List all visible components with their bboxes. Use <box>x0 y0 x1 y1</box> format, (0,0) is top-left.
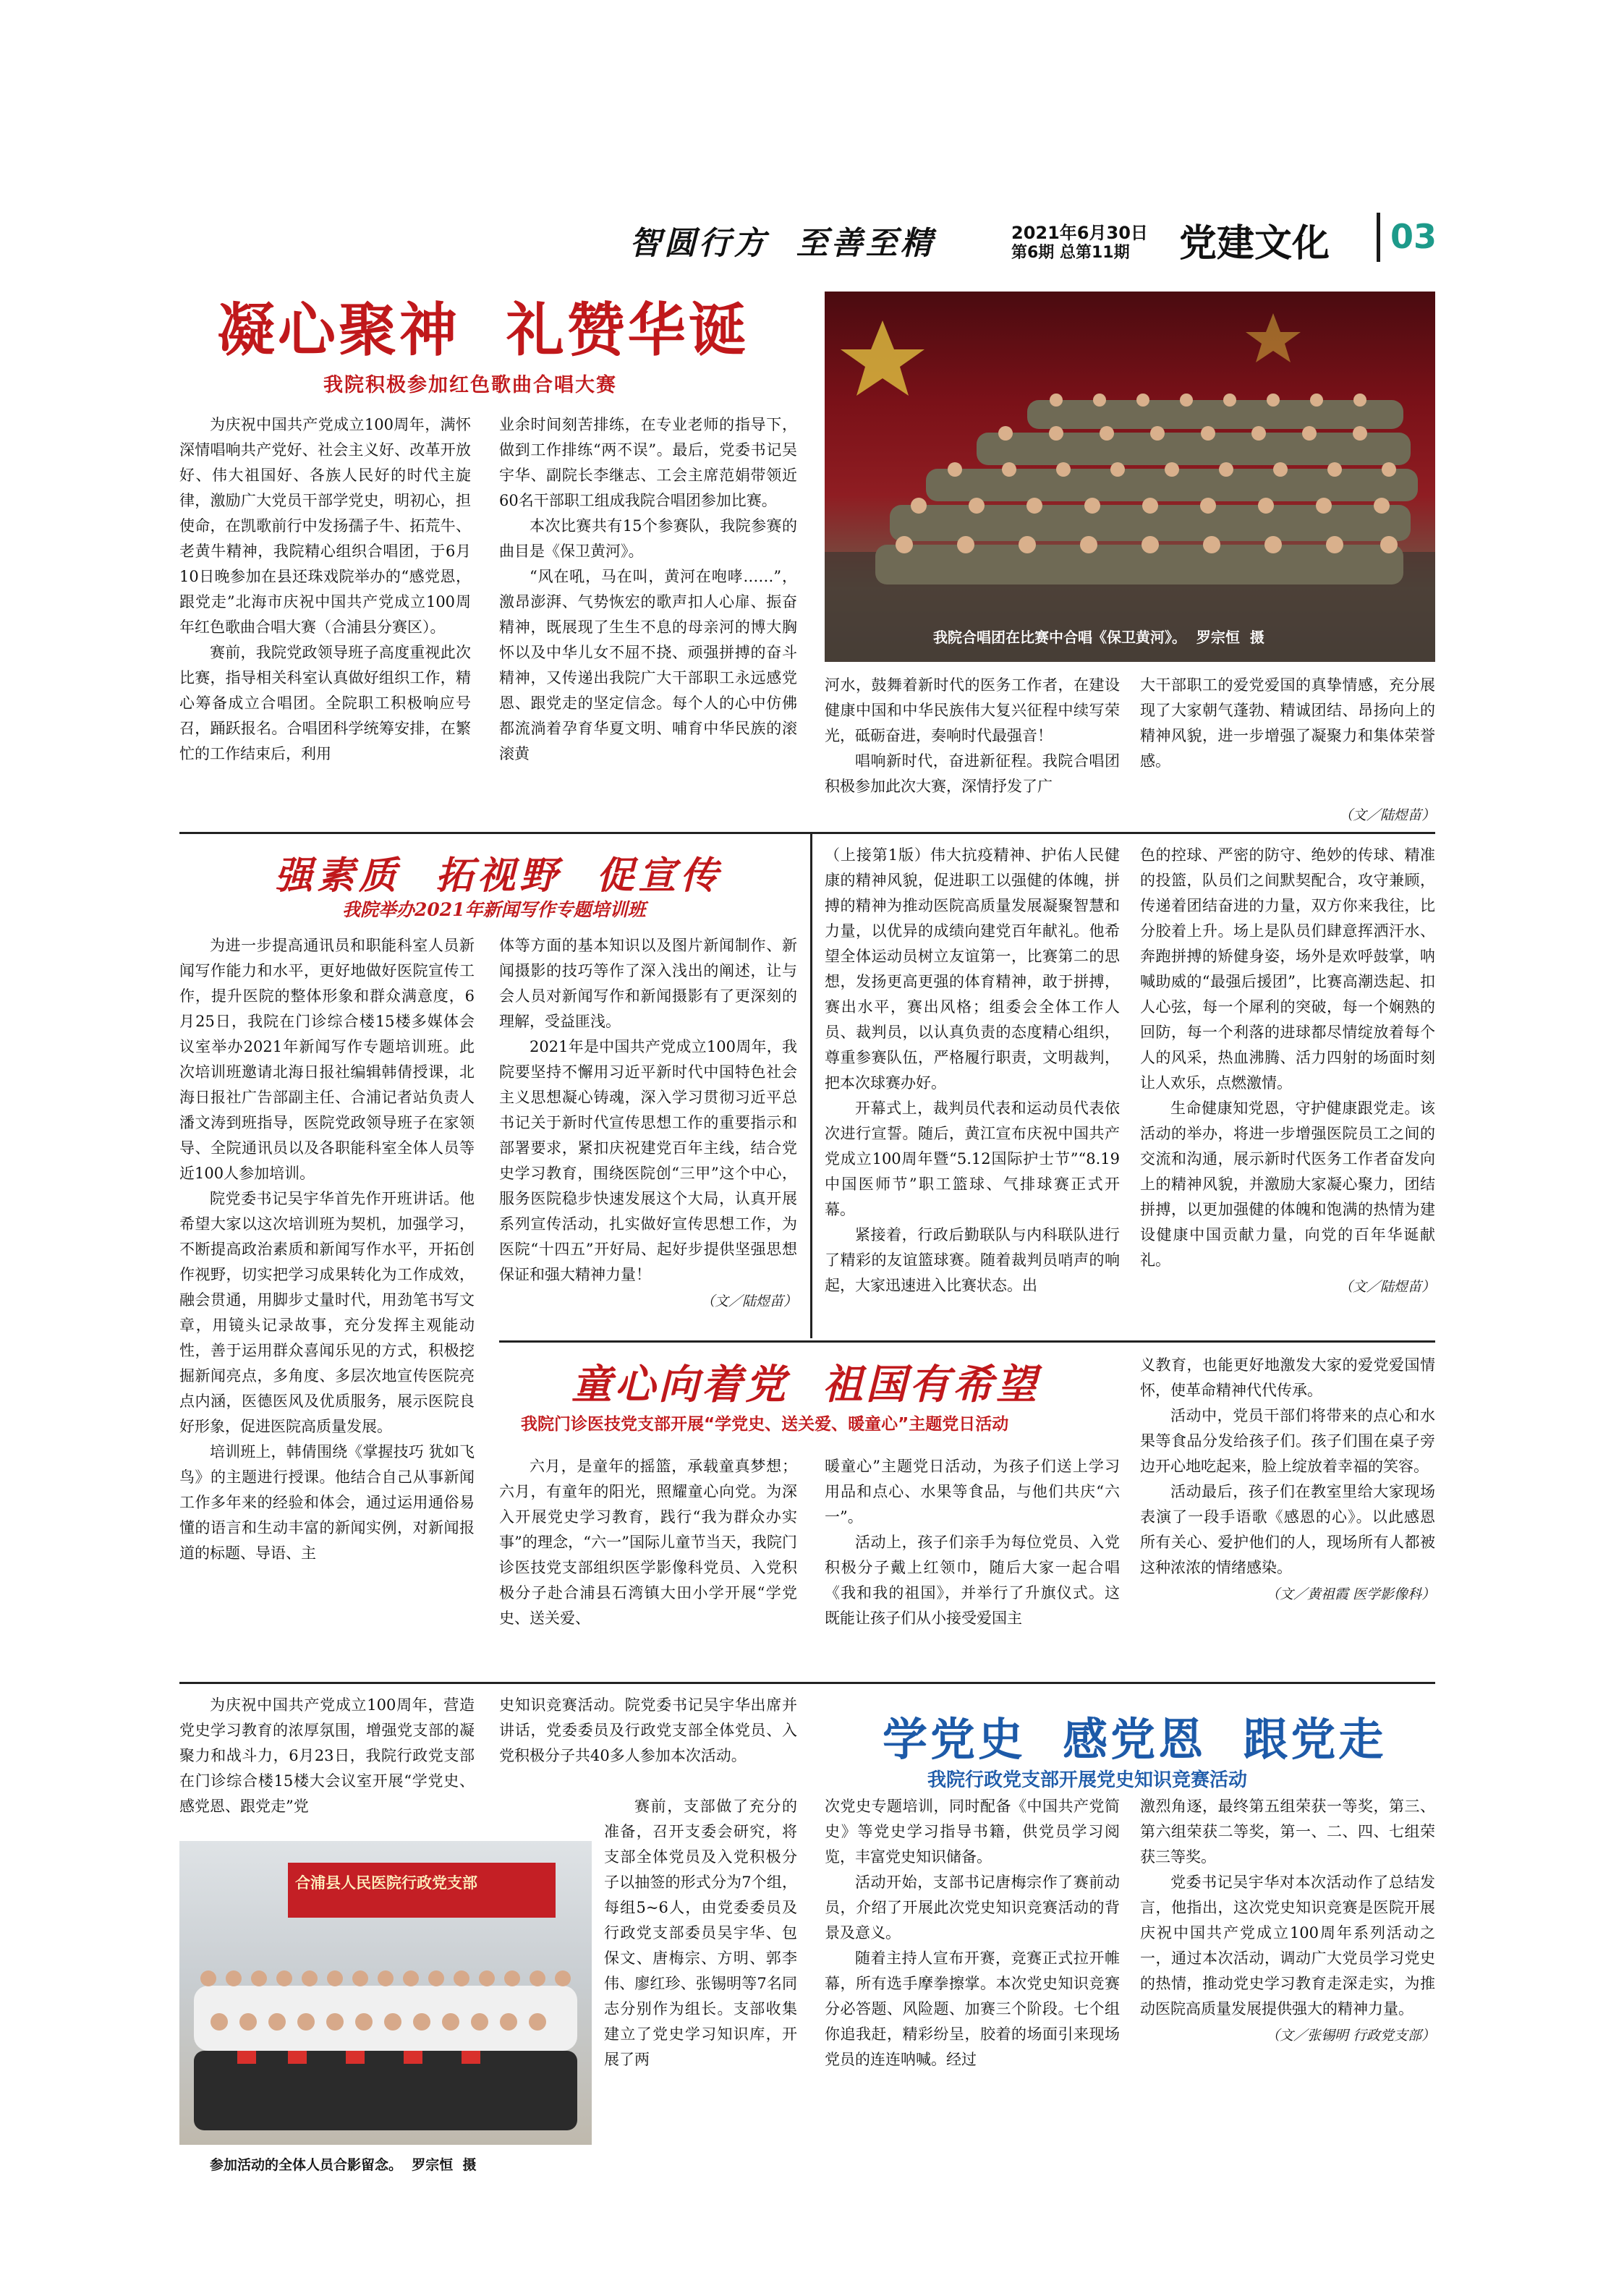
paragraph: 2021年是中国共产党成立100周年，我院要坚持不懈用习近平新时代中国特色社会主义思想凝心铸魂，深入学习贯彻习近平总书记关于新时代宣传思想工作的重要指示和部署要求，紧扣庆祝建党百年主线，结合党史学习教育，围绕医院创“三甲”这个中心，服务医院稳步快速发展这个大局，认真开展系列宣传活动，扎实做好宣传思想工作，为医院“十四五”开好局、起好步提供坚强思想保证和强大精神力量！ <box>499 1038 797 1283</box>
choir-illustration <box>825 292 1435 662</box>
group-photo-caption: 参加活动的全体人员合影留念。 罗宗恒 摄 <box>210 2157 477 2173</box>
article5-subtitle: 我院行政党支部开展党史知识竞赛活动 <box>927 1769 1248 1791</box>
divider-rule <box>179 1682 1435 1684</box>
article5-column-2b <box>604 1794 797 2072</box>
article1-column-4 <box>1140 673 1435 828</box>
paragraph: 培训班上，韩倩围绕《掌握技巧 犹如飞鸟》的主题进行授课。他结合自己从事新闻工作多年来的经验和体会，通过运用通俗易懂的语言和生动丰富的新闻实例，对新闻报道的标题、导语、主 <box>179 1443 475 1562</box>
article5-byline: （文／张锡明 行政党支部） <box>1265 2028 1435 2044</box>
paragraph: 活动中，党员干部们将带来的点心和水果等食品分发给孩子们。孩子们围在桌子旁边开心地吃起来，脸上绽放着幸福的笑容。 <box>1140 1407 1435 1475</box>
paragraph: 六月，是童年的摇篮，承载童真梦想；六月，有童年的阳光，照耀童心向党。为深入开展党史学习教育，践行“我为群众办实事”的理念，“六一”国际儿童节当天，我院门诊医技党支部组织医学影像科党员、入党积极分子赴合浦县石湾镇大田小学开展“学党史、送关爱、 <box>499 1458 797 1627</box>
masthead-issue: 第6期 总第11期 <box>1011 244 1130 262</box>
divider-rule <box>179 832 1435 834</box>
article5-column-3 <box>825 1794 1120 2072</box>
paragraph: 本次比赛共有15个参赛队，我院参赛的曲目是《保卫黄河》。 <box>499 517 797 560</box>
article5-column-2a <box>499 1693 797 1769</box>
paragraph: 活动上，孩子们亲手为每位党员、入党积极分子戴上红领巾，随后大家一起合唱《我和我的祖国》，并举行了升旗仪式。这既能让孩子们从小接受爱国主 <box>825 1534 1120 1627</box>
masthead-page-number: 03 <box>1390 217 1437 256</box>
paragraph: 义教育，也能更好地激发大家的爱党爱国情怀，使革命精神代代传承。 <box>1140 1356 1435 1399</box>
article5-title: 学党史 感党恩 跟党走 <box>883 1713 1387 1766</box>
group-illustration <box>179 1841 592 2145</box>
article4-byline: （文／黄祖霞 医学影像科） <box>1265 1586 1435 1602</box>
masthead-date: 2021年6月30日 <box>1011 223 1148 243</box>
article3-column-1 <box>825 843 1120 1298</box>
article4-subtitle: 我院门诊医技党支部开展“学党史、送关爱、暖童心”主题党日活动 <box>521 1415 1009 1434</box>
article1-subtitle: 我院积极参加红色歌曲合唱大赛 <box>323 374 617 396</box>
paragraph: 赛前，支部做了充分的准备，召开支委会研究，将支部全体党员及入党积极分子以抽签的形式分为7个组，每组5~6人，由党委委员及行政党支部委员吴宇华、包保文、唐梅宗、方明、郭李伟、廖红珍、张锡明等7名同志分别作为组长。支部收集建立了党史学习知识库，开展了两 <box>604 1798 797 2068</box>
divider-rule-vertical <box>810 832 812 1338</box>
choir-photo <box>825 292 1435 662</box>
article2-subtitle: 我院举办2021年新闻写作专题培训班 <box>342 899 646 920</box>
article5-column-4 <box>1140 1794 1435 2049</box>
paragraph: 开幕式上，裁判员代表和运动员代表依次进行宣誓。随后，黄江宣布庆祝中国共产党成立100周年暨“5.12国际护士节”“8.19中国医师节”职工篮球、气排球赛正式开幕。 <box>825 1100 1120 1218</box>
article3-byline: （文／陆煜苗） <box>1338 1279 1435 1295</box>
paragraph: 活动开始，支部书记唐梅宗作了赛前动员，介绍了开展此次党史知识竞赛活动的背景及意义。 <box>825 1874 1120 1942</box>
article1-column-2 <box>499 412 797 767</box>
article2-byline: （文／陆煜苗） <box>700 1293 797 1309</box>
divider-rule <box>499 1340 1435 1343</box>
group-photo <box>179 1841 592 2145</box>
article4-title: 童心向着党 祖国有希望 <box>571 1361 1040 1408</box>
paragraph: 唱响新时代，奋进新征程。我院合唱团积极参加此次大赛，深情抒发了广 <box>825 752 1120 795</box>
article2-title: 强素质 拓视野 促宣传 <box>275 854 723 898</box>
article4-column-3 <box>1140 1353 1435 1607</box>
paragraph: 生命健康知党恩，守护健康跟党走。该活动的举办，将进一步增强医院员工之间的交流和沟通，展示新时代医务工作者奋发向上的精神风貌，并激励大家凝心聚力，团结拼搏，以更加强健的体魄和饱满的热情为建设健康中国贡献力量，向党的百年华诞献礼。 <box>1140 1100 1435 1269</box>
article3-column-2 <box>1140 843 1435 1300</box>
article4-column-1 <box>499 1454 797 1631</box>
group-photo-banner-text: 合浦县人民医院行政党支部 <box>295 1874 477 1892</box>
paragraph: 体等方面的基本知识以及图片新闻制作、新闻摄影的技巧等作了深入浅出的阐述，让与会人员对新闻写作和新闻摄影有了更深刻的理解，受益匪浅。 <box>499 937 797 1030</box>
choir-photo-caption: 我院合唱团在比赛中合唱《保卫黄河》。 罗宗恒 摄 <box>933 629 1264 646</box>
paragraph: 业余时间刻苦排练，在专业老师的指导下，做到工作排练“两不误”。最后，党委书记吴宇华、副院长李继志、工会主席范娟带领近60名干部职工组成我院合唱团参加比赛。 <box>499 416 797 509</box>
masthead-section: 党建文化 <box>1179 221 1330 265</box>
article1-byline: （文／陆煜苗） <box>1338 807 1435 823</box>
masthead-divider <box>1377 213 1380 262</box>
article1-column-1 <box>179 412 471 767</box>
article1-column-3 <box>825 673 1120 799</box>
paragraph: 暖童心”主题党日活动，为孩子们送上学习用品和点心、水果等食品，与他们共庆“六一”。 <box>825 1458 1120 1526</box>
paragraph: 为庆祝中国共产党成立100周年，满怀深情唱响共产党好、社会主义好、改革开放好、伟大祖国好、各族人民好的时代主旋律，激励广大党员干部学党史，明初心，担使命，在凯歌前行中发扬孺子牛、拓荒牛、老黄牛精神，我院精心组织合唱团，于6月10日晚参加在县还珠戏院举办的“感党恩，跟党走”北海市庆祝中国共产党成立100周年红色歌曲合唱大赛（合浦县分赛区）。 <box>179 416 471 636</box>
paragraph: 史知识竞赛活动。院党委书记吴宇华出席并讲话，党委委员及行政党支部全体党员、入党积极分子共40多人参加本次活动。 <box>499 1696 797 1764</box>
paragraph: 河水，鼓舞着新时代的医务工作者，在建设健康中国和中华民族伟大复兴征程中续写荣光，砥砺奋进，奏响时代最强音！ <box>825 676 1120 744</box>
paragraph: 随着主持人宣布开赛，竞赛正式拉开帷幕，所有选手摩拳擦掌。本次党史知识竞赛分必答题、风险题、加赛三个阶段。七个组你追我赶，精彩纷呈，胶着的场面引来现场党员的连连呐喊。经过 <box>825 1950 1120 2068</box>
article2-column-2 <box>499 933 797 1314</box>
paragraph: 次党史专题培训，同时配备《中国共产党简史》等党史学习指导书籍，供党员学习阅览，丰富党史知识储备。 <box>825 1798 1120 1866</box>
paragraph: 赛前，我院党政领导班子高度重视此次比赛，指导相关科室认真做好组织工作，精心筹备成立合唱团。全院职工积极响应号召，踊跃报名。合唱团科学统筹安排，在繁忙的工作结束后，利用 <box>179 644 471 762</box>
paragraph: 为庆祝中国共产党成立100周年，营造党史学习教育的浓厚氛围，增强党支部的凝聚力和战斗力，6月23日，我院行政党支部在门诊综合楼15楼大会议室开展“学党史、感党恩、跟党走”党 <box>179 1696 475 1815</box>
masthead-slogan: 智圆行方 至善至精 <box>629 225 935 262</box>
paragraph: （上接第1版）伟大抗疫精神、护佑人民健康的精神风貌，促进职工以强健的体魄，拼搏的精神为推动医院高质量发展凝聚智慧和力量，以优异的成绩向建党百年献礼。他希望全体运动员树立友谊第一，比赛第二的思想，发扬更高更强的体育精神，敢于拼搏，赛出水平，赛出风格；组委会全体工作人员、裁判员，以认真负责的态度精心组织，尊重参赛队伍，严格履行职责，文明裁判，把本次球赛办好。 <box>825 846 1120 1092</box>
paragraph: 激烈角逐，最终第五组荣获一等奖，第三、第六组荣获二等奖，第一、二、四、七组荣获三等奖。 <box>1140 1798 1435 1866</box>
paragraph: 党委书记吴宇华对本次活动作了总结发言，他指出，这次党史知识竞赛是医院开展庆祝中国共产党成立100周年系列活动之一，通过本次活动，调动广大党员学习党史的热情，推动党史学习教育走深走实，为推动医院高质量发展提供强大的精神力量。 <box>1140 1874 1435 2017</box>
paragraph: 院党委书记吴宇华首先作开班讲话。他希望大家以这次培训班为契机，加强学习，不断提高政治素质和新闻写作水平，开拓创作视野，切实把学习成果转化为工作成效，融会贯通，用脚步丈量时代，用劲笔书写文章，用镜头记录故事，充分发挥主观能动性，善于运用群众喜闻乐见的方式，积极挖掘新闻亮点，多角度、多层次地宣传医院亮点内涵，医德医风及优质服务，展示医院良好形象，促进医院高质量发展。 <box>179 1190 475 1435</box>
paragraph: 紧接着，行政后勤联队与内科联队进行了精彩的友谊篮球赛。随着裁判员哨声的响起，大家迅速进入比赛状态。出 <box>825 1226 1120 1294</box>
article4-column-2 <box>825 1454 1120 1631</box>
article2-column-1 <box>179 933 475 1566</box>
article1-title: 凝心聚神 礼赞华诞 <box>217 297 749 364</box>
article5-column-1 <box>179 1693 475 1819</box>
paragraph: 活动最后，孩子们在教室里给大家现场表演了一段手语歌《感恩的心》。以此感恩所有关心、爱护他们的人，现场所有人都被这种浓浓的情绪感染。 <box>1140 1483 1435 1576</box>
paragraph: 为进一步提高通讯员和职能科室人员新闻写作能力和水平，更好地做好医院宣传工作，提升医院的整体形象和群众满意度，6月25日，我院在门诊综合楼15楼多媒体会议室举办2021年新闻写作专题培训班。此次培训班邀请北海日报社编辑韩倩授课，北海日报社广告部副主任、合浦记者站负责人潘文涛到班指导，医院党政领导班子在家领导、全院通讯员以及各职能科室全体人员等近100人参加培训。 <box>179 937 475 1182</box>
paragraph: 大干部职工的爱党爱国的真挚情感，充分展现了大家朝气蓬勃、精诚团结、昂扬向上的精神风貌，进一步增强了凝聚力和集体荣誉感。 <box>1140 676 1435 770</box>
paragraph: 色的控球、严密的防守、绝妙的传球、精准的投篮，队员们之间默契配合，攻守兼顾，传递着团结奋进的力量，双方你来我往，比分胶着上升。场上是队员们肆意挥洒汗水、奔跑拼搏的矫健身姿，场外是欢呼鼓掌，呐喊助威的“最强后援团”，比赛高潮迭起、扣人心弦，每一个犀利的突破，每一个娴熟的回防，每一个利落的进球都尽情绽放着每个人的风采，热血沸腾、活力四射的场面时刻让人欢乐，点燃激情。 <box>1140 846 1435 1092</box>
paragraph: “风在吼，马在叫，黄河在咆哮……”，激昂澎湃、气势恢宏的歌声扣人心扉、振奋精神，既展现了生生不息的母亲河的博大胸怀以及中华儿女不屈不挠、顽强拼搏的奋斗精神，又传递出我院广大干部职工永远感党恩、跟党走的坚定信念。每个人的心中仿佛都流淌着孕育华夏文明、哺育中华民族的滚滚黄 <box>499 568 797 762</box>
